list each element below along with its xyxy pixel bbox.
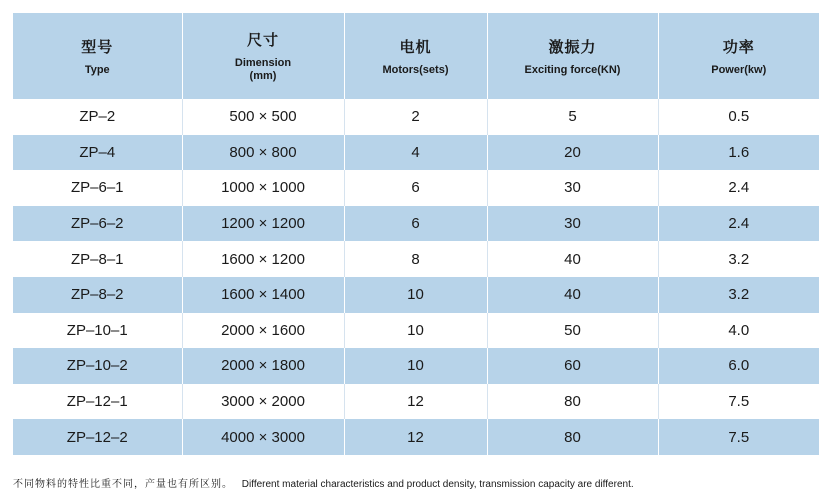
cell-dimension: 2000 × 1800 (182, 348, 344, 384)
cell-dimension: 1600 × 1200 (182, 241, 344, 277)
cell-motors: 8 (344, 241, 487, 277)
header-power (658, 13, 819, 99)
header-exciting-force-zh: 激振力 (548, 38, 597, 56)
cell-type: ZP–2 (13, 99, 182, 135)
header-type-zh: 型号 (81, 38, 114, 56)
cell-power: 1.6 (658, 135, 819, 171)
table-row (13, 419, 819, 455)
footnote-en: Different material characteristics and product density, transmission capacity are different. (241, 479, 634, 490)
header-type-en: Type (84, 63, 110, 76)
cell-motors: 2 (344, 99, 487, 135)
cell-exciting-force: 30 (487, 170, 658, 206)
cell-power: 4.0 (658, 313, 819, 349)
cell-motors: 12 (344, 384, 487, 420)
header-exciting-force-en: Exciting force(KN) (524, 63, 621, 76)
cell-exciting-force: 5 (487, 99, 658, 135)
cell-power: 6.0 (658, 348, 819, 384)
cell-type: ZP–12–2 (13, 419, 182, 455)
cell-type: ZP–12–1 (13, 384, 182, 420)
table-row (13, 277, 819, 313)
table-row (13, 313, 819, 349)
cell-exciting-force: 40 (487, 241, 658, 277)
cell-exciting-force: 80 (487, 419, 658, 455)
table-row (13, 241, 819, 277)
table-row (13, 170, 819, 206)
cell-dimension: 500 × 500 (182, 99, 344, 135)
cell-dimension: 1600 × 1400 (182, 277, 344, 313)
cell-dimension: 4000 × 3000 (182, 419, 344, 455)
cell-exciting-force: 30 (487, 206, 658, 242)
cell-type: ZP–8–2 (13, 277, 182, 313)
footnote-zh: 不同物料的特性比重不同，产量也有所区别。 (13, 479, 233, 490)
spec-table (13, 13, 819, 455)
cell-motors: 10 (344, 277, 487, 313)
cell-motors: 12 (344, 419, 487, 455)
cell-type: ZP–6–1 (13, 170, 182, 206)
cell-exciting-force: 80 (487, 384, 658, 420)
cell-power: 2.4 (658, 206, 819, 242)
table-row (13, 135, 819, 171)
cell-dimension: 1000 × 1000 (182, 170, 344, 206)
cell-exciting-force: 60 (487, 348, 658, 384)
header-power-en: Power(kw) (711, 63, 767, 76)
footnote (13, 475, 819, 490)
cell-power: 7.5 (658, 384, 819, 420)
table-row (13, 348, 819, 384)
cell-type: ZP–6–2 (13, 206, 182, 242)
cell-type: ZP–10–2 (13, 348, 182, 384)
cell-type: ZP–8–1 (13, 241, 182, 277)
cell-motors: 6 (344, 170, 487, 206)
cell-power: 0.5 (658, 99, 819, 135)
cell-power: 2.4 (658, 170, 819, 206)
header-type (13, 13, 182, 99)
cell-dimension: 800 × 800 (182, 135, 344, 171)
cell-exciting-force: 40 (487, 277, 658, 313)
header-row (13, 13, 819, 99)
table-body (13, 99, 819, 455)
table-row (13, 99, 819, 135)
cell-exciting-force: 50 (487, 313, 658, 349)
cell-type: ZP–10–1 (13, 313, 182, 349)
cell-dimension: 3000 × 2000 (182, 384, 344, 420)
table-row (13, 384, 819, 420)
spec-table-container (13, 13, 819, 455)
header-dimension (182, 13, 344, 99)
cell-power: 7.5 (658, 419, 819, 455)
header-dimension-zh: 尺寸 (246, 32, 279, 49)
cell-type: ZP–4 (13, 135, 182, 171)
cell-motors: 4 (344, 135, 487, 171)
header-motors-en: Motors(sets) (382, 63, 449, 76)
header-dimension-en: Dimension (mm) (234, 57, 292, 82)
header-exciting-force (487, 13, 658, 99)
cell-dimension: 2000 × 1600 (182, 313, 344, 349)
cell-power: 3.2 (658, 277, 819, 313)
cell-motors: 6 (344, 206, 487, 242)
header-motors-zh: 电机 (399, 38, 432, 56)
cell-motors: 10 (344, 313, 487, 349)
header-motors (344, 13, 487, 99)
header-power-zh: 功率 (722, 38, 755, 56)
table-row (13, 206, 819, 242)
cell-motors: 10 (344, 348, 487, 384)
cell-power: 3.2 (658, 241, 819, 277)
cell-dimension: 1200 × 1200 (182, 206, 344, 242)
cell-exciting-force: 20 (487, 135, 658, 171)
